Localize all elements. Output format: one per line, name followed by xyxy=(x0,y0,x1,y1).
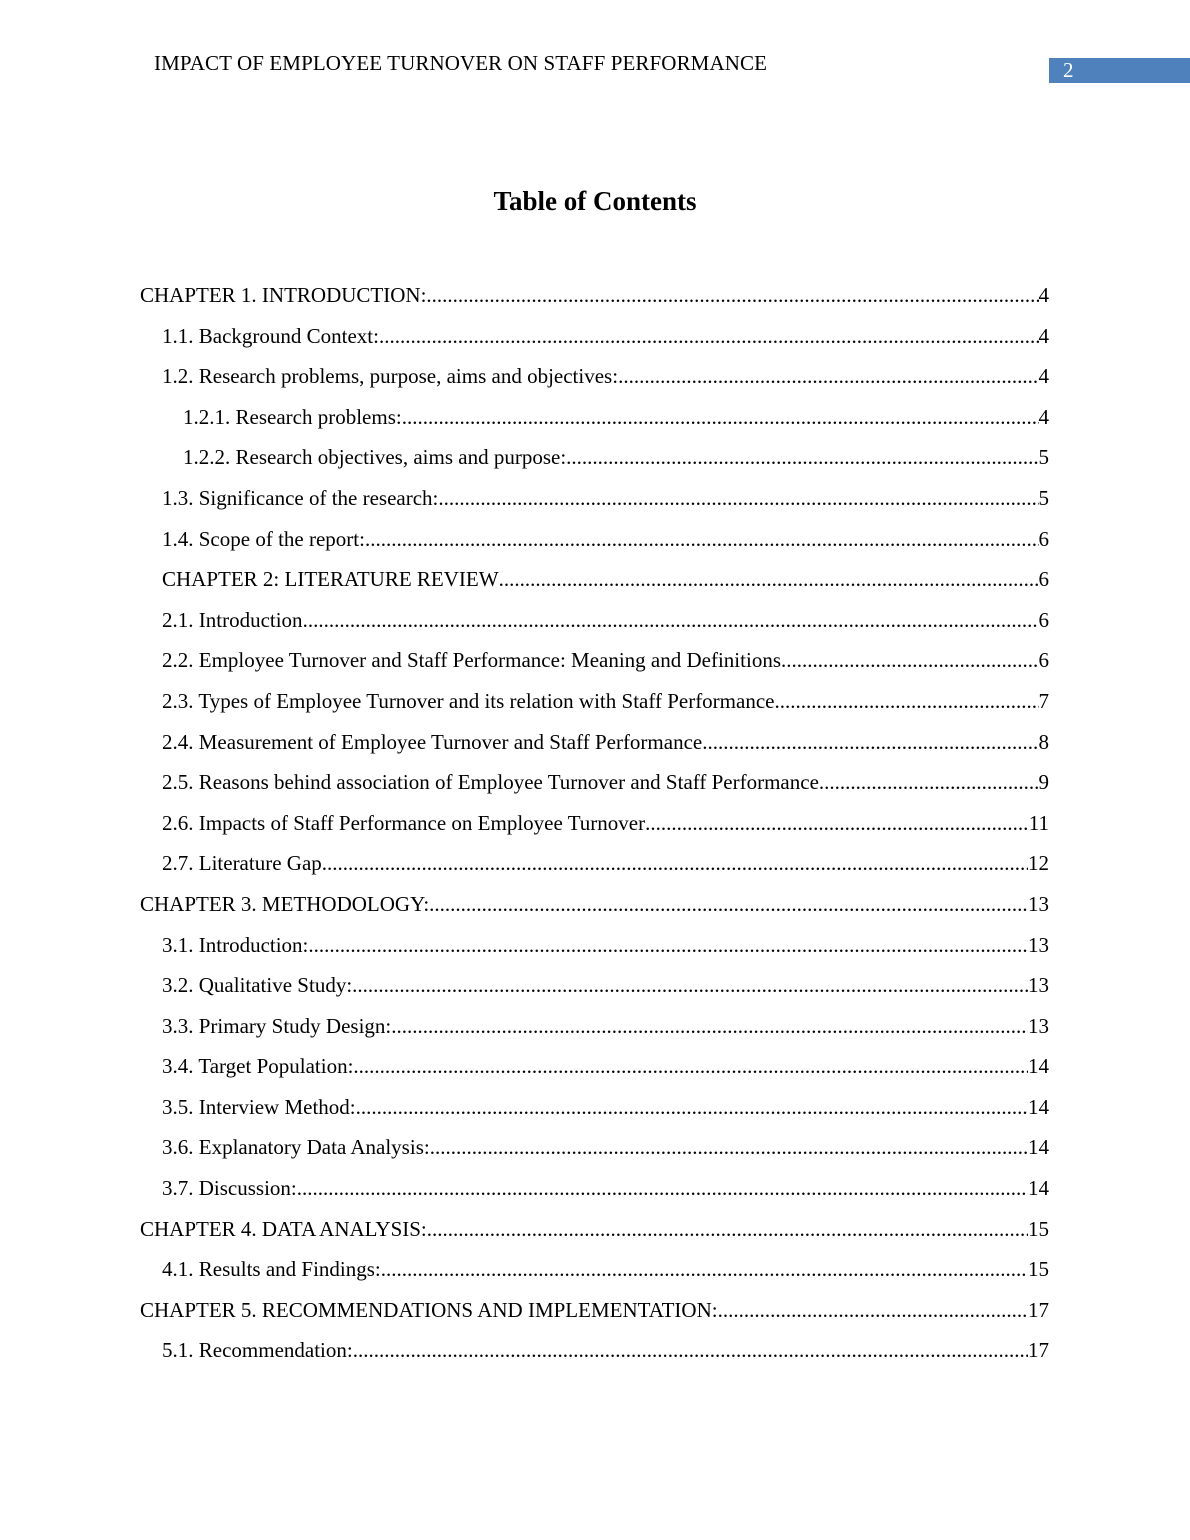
toc-entry-label: 2.6. Impacts of Staff Performance on Employee Turnover xyxy=(162,810,646,835)
toc-entry-label: 2.3. Types of Employee Turnover and its relation with Staff Performance xyxy=(162,688,775,713)
toc-entry-label: 2.2. Employee Turnover and Staff Performance: Meaning and Definitions xyxy=(162,648,781,673)
toc-dot-leader xyxy=(819,770,1039,795)
toc-entry-label: CHAPTER 2: LITERATURE REVIEW xyxy=(162,567,499,592)
toc-entry-label: 2.7. Literature Gap xyxy=(162,851,322,876)
toc-entry[interactable] xyxy=(140,1054,1049,1095)
toc-entry-page-number: 13 xyxy=(1028,973,1049,998)
toc-entry[interactable] xyxy=(140,283,1049,324)
toc-entry[interactable] xyxy=(140,1338,1049,1379)
toc-entry-page-number: 14 xyxy=(1028,1094,1049,1119)
toc-dot-leader xyxy=(438,486,1038,511)
toc-entry-label: 1.3. Significance of the research: xyxy=(162,485,439,510)
toc-entry-page-number: 12 xyxy=(1028,851,1049,876)
toc-entry[interactable] xyxy=(140,364,1049,405)
page-number-badge xyxy=(1049,58,1190,83)
toc-entry[interactable] xyxy=(140,445,1049,486)
toc-dot-leader xyxy=(356,1095,1028,1120)
toc-dot-leader xyxy=(645,811,1029,836)
toc-entry-page-number: 4 xyxy=(1038,283,1049,307)
toc-dot-leader xyxy=(297,1176,1028,1201)
toc-entry-label: 2.4. Measurement of Employee Turnover and Staff Performance xyxy=(162,729,703,754)
toc-entry-label: CHAPTER 1. INTRODUCTION: xyxy=(140,283,427,307)
toc-dot-leader xyxy=(365,527,1039,552)
toc-entry[interactable] xyxy=(140,527,1049,568)
toc-entry-page-number: 4 xyxy=(1038,364,1049,389)
toc-dot-leader xyxy=(618,364,1038,389)
toc-entry[interactable] xyxy=(140,770,1049,811)
toc-entry-page-number: 6 xyxy=(1038,526,1049,551)
toc-entry[interactable] xyxy=(140,1135,1049,1176)
toc-title: Table of Contents xyxy=(493,186,697,216)
toc-entry[interactable] xyxy=(140,1298,1049,1339)
toc-entry[interactable] xyxy=(140,730,1049,771)
toc-dot-leader xyxy=(352,973,1028,998)
toc-entry-page-number: 14 xyxy=(1028,1176,1049,1201)
toc-entry-page-number: 14 xyxy=(1028,1054,1049,1079)
toc-entry-label: 5.1. Recommendation: xyxy=(162,1338,353,1363)
toc-entry-label: 1.2.1. Research problems: xyxy=(183,404,402,429)
toc-entry-page-number: 6 xyxy=(1038,648,1049,673)
toc-entry[interactable] xyxy=(140,324,1049,365)
toc-dot-leader xyxy=(427,1217,1028,1242)
running-header-title: IMPACT OF EMPLOYEE TURNOVER ON STAFF PERFORMANCE xyxy=(154,51,768,75)
toc-dot-leader xyxy=(430,1135,1028,1160)
toc-entry-page-number: 17 xyxy=(1028,1297,1049,1322)
toc-entry[interactable] xyxy=(140,1176,1049,1217)
toc-dot-leader xyxy=(718,1298,1028,1323)
toc-dot-leader xyxy=(391,1014,1028,1039)
toc-dot-leader xyxy=(429,892,1028,917)
toc-entry-page-number: 4 xyxy=(1038,404,1049,429)
toc-entry-label: CHAPTER 5. RECOMMENDATIONS AND IMPLEMENTATION: xyxy=(140,1297,718,1322)
toc-entry-page-number: 15 xyxy=(1028,1216,1049,1241)
toc-entry[interactable] xyxy=(140,567,1049,608)
toc-dot-leader xyxy=(303,608,1039,633)
toc-entry-label: CHAPTER 4. DATA ANALYSIS: xyxy=(140,1216,427,1241)
toc-entry-label: 2.5. Reasons behind association of Employee Turnover and Staff Performance xyxy=(162,770,819,795)
toc-dot-leader xyxy=(566,445,1038,470)
toc-entry[interactable] xyxy=(140,1014,1049,1055)
toc-entry-page-number: 5 xyxy=(1038,445,1049,470)
toc-entry-page-number: 11 xyxy=(1028,810,1049,835)
toc-dot-leader xyxy=(379,324,1039,349)
toc-entry-label: CHAPTER 3. METHODOLOGY: xyxy=(140,891,430,916)
toc-entry-page-number: 15 xyxy=(1028,1257,1049,1282)
toc-entry[interactable] xyxy=(140,1095,1049,1136)
toc-entry[interactable] xyxy=(140,405,1049,446)
toc-entry-label: 3.1. Introduction: xyxy=(162,932,309,957)
toc-entry[interactable] xyxy=(140,608,1049,649)
toc-entry-label: 3.5. Interview Method: xyxy=(162,1094,356,1119)
toc-dot-leader xyxy=(308,933,1028,958)
toc-entry[interactable] xyxy=(140,811,1049,852)
toc-entry[interactable] xyxy=(140,486,1049,527)
toc-entry[interactable] xyxy=(140,851,1049,892)
toc-entry-page-number: 14 xyxy=(1028,1135,1049,1160)
toc-dot-leader xyxy=(353,1338,1028,1363)
toc-entry-page-number: 4 xyxy=(1038,323,1049,348)
toc-entry[interactable] xyxy=(140,892,1049,933)
toc-entry-page-number: 7 xyxy=(1038,688,1049,713)
toc-entry-page-number: 9 xyxy=(1038,770,1049,795)
toc-entry[interactable] xyxy=(140,1257,1049,1298)
toc-dot-leader xyxy=(402,405,1039,430)
toc-entry-page-number: 6 xyxy=(1038,607,1049,632)
toc-dot-leader xyxy=(322,851,1028,876)
toc-entry-page-number: 13 xyxy=(1028,1013,1049,1038)
toc-dot-leader xyxy=(353,1054,1028,1079)
toc-entry-page-number: 5 xyxy=(1038,485,1049,510)
toc-entry-page-number: 13 xyxy=(1028,891,1049,916)
page-number: 2 xyxy=(1063,58,1074,82)
toc-dot-leader xyxy=(702,730,1038,755)
toc-entry-label: 1.2. Research problems, purpose, aims and objectives: xyxy=(162,364,619,389)
toc-dot-leader xyxy=(499,567,1039,592)
toc-entry-label: 4.1. Results and Findings: xyxy=(162,1257,381,1282)
toc-entry-page-number: 8 xyxy=(1038,729,1049,754)
toc-entry-label: 3.2. Qualitative Study: xyxy=(162,973,353,998)
toc-entry-label: 3.7. Discussion: xyxy=(162,1176,297,1201)
toc-dot-leader xyxy=(381,1257,1028,1282)
toc-entry-page-number: 13 xyxy=(1028,932,1049,957)
toc-entry-label: 1.2.2. Research objectives, aims and purpose: xyxy=(183,445,567,470)
toc-entry-label: 1.4. Scope of the report: xyxy=(162,526,365,551)
toc-dot-leader xyxy=(774,689,1038,714)
toc-entry-label: 3.4. Target Population: xyxy=(162,1054,354,1079)
toc-entry[interactable] xyxy=(140,973,1049,1014)
toc-dot-leader xyxy=(781,648,1039,673)
toc-entry[interactable] xyxy=(140,648,1049,689)
toc-entry[interactable] xyxy=(140,933,1049,974)
toc-list xyxy=(140,283,1049,1379)
toc-entry-label: 2.1. Introduction xyxy=(162,607,303,632)
toc-entry[interactable] xyxy=(140,1217,1049,1258)
toc-entry-label: 3.3. Primary Study Design: xyxy=(162,1013,392,1038)
toc-entry-page-number: 6 xyxy=(1038,567,1049,592)
toc-dot-leader xyxy=(426,283,1038,308)
toc-entry-label: 1.1. Background Context: xyxy=(162,323,379,348)
toc-entry[interactable] xyxy=(140,689,1049,730)
toc-entry-page-number: 17 xyxy=(1028,1338,1049,1363)
toc-entry-label: 3.6. Explanatory Data Analysis: xyxy=(162,1135,430,1160)
